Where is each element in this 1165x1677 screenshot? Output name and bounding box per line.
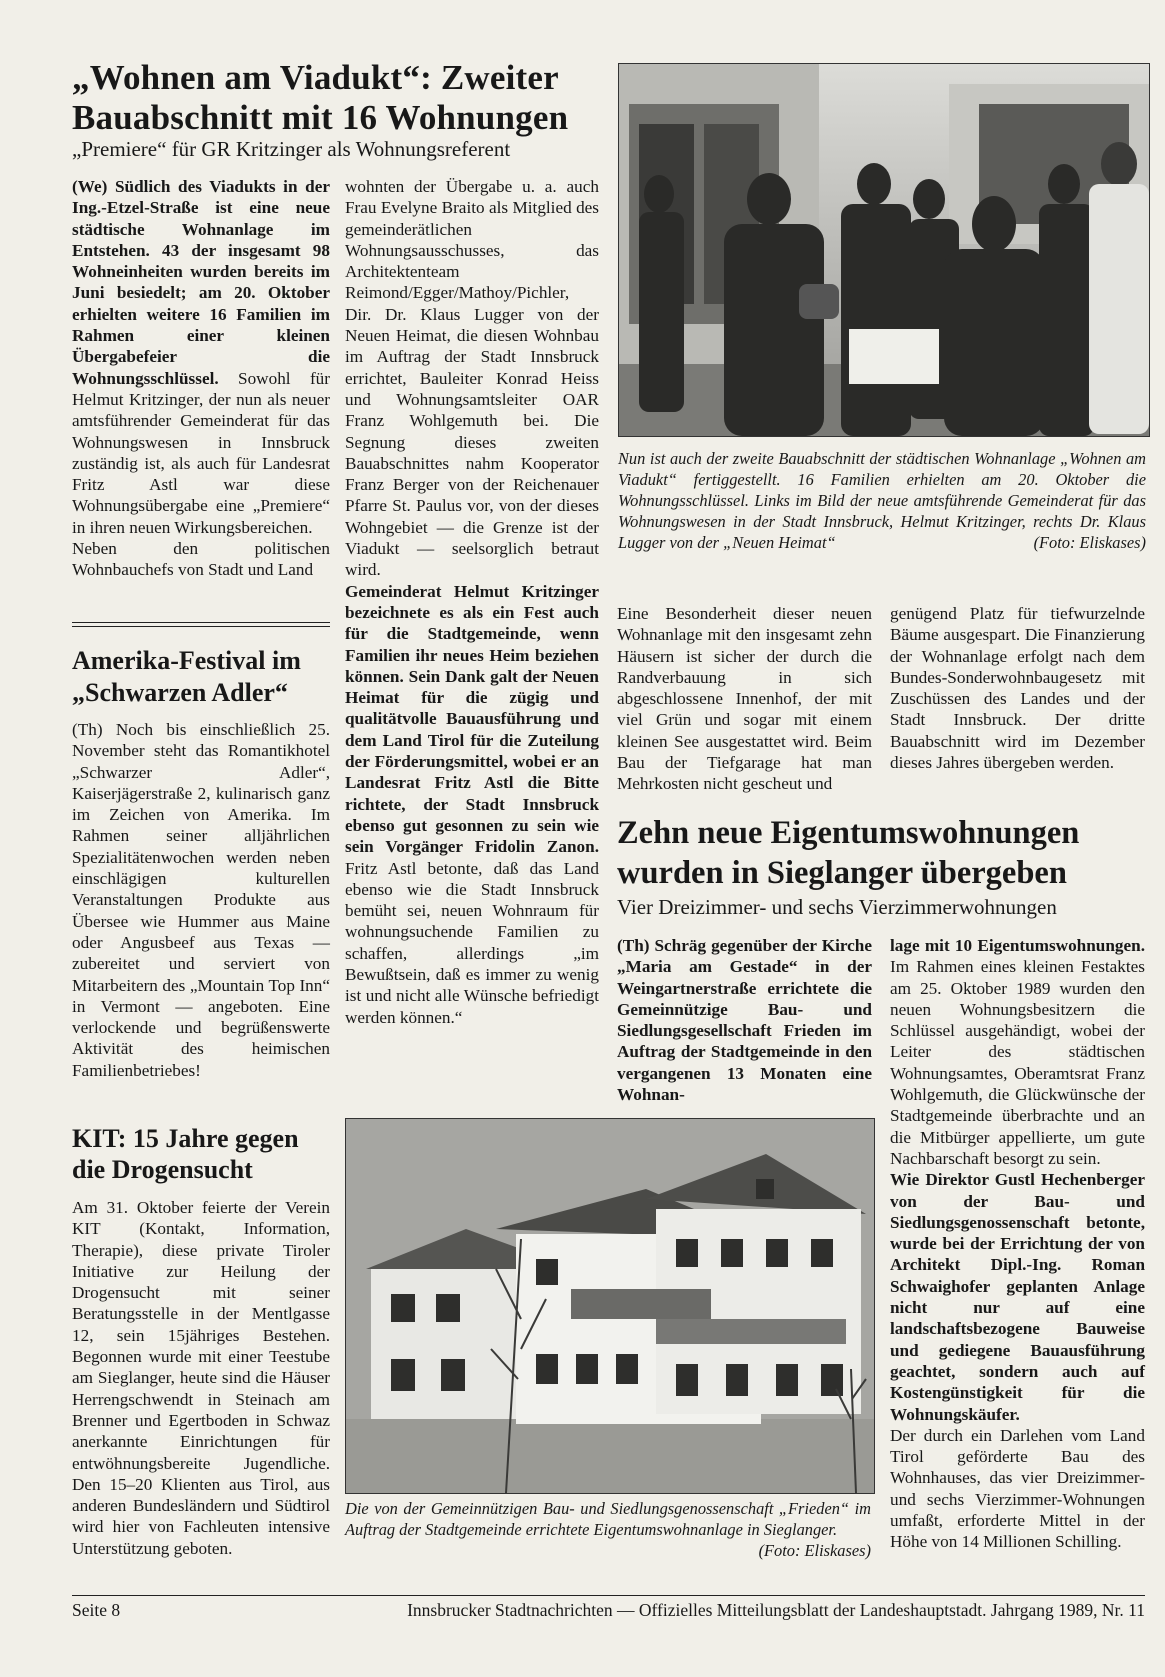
article4-headline-line1: Zehn neue Eigentumswohnungen xyxy=(617,815,1080,851)
article2-headline-line2: „Schwarzen Adler“ xyxy=(72,678,288,707)
article3-headline xyxy=(72,1123,332,1185)
article4-photo-caption-text: Die von der Gemeinnützigen Bau- und Siedlungsgenossenschaft „Frieden“ im Auftrag der Stadtgemeinde errichtete Eigentumswohnanlage in Sieglanger. xyxy=(345,1499,871,1539)
article1-col3: Eine Besonderheit dieser neuen Wohnanlage mit den insgesamt zehn Häusern ist sicher der durch die Randverbauung in sich abgeschlossene Innenhof, der mit viel Grün und sogar mit einem kleinen See ausgestattet wird. Beim Bau der Tiefgarage hat man Mehrkosten nicht gescheut und xyxy=(617,604,872,794)
article4-col2-bold: Wie Direktor Gustl Hechenberger von der Bau- und Siedlungsgenossenschaft betonte, wurde bei der Errichtung der von Architekt Dipl.-Ing. Roman Schwaighofer geplanten Anlage nicht nur auf eine landschaftsbezogene Bauweise und gediegene Bauausführung geachtet, sondern auch auf Kostengünstigkeit für die Wohnungskäufer. xyxy=(890,1170,1145,1424)
article1-photo-caption-text: Nun ist auch der zweite Bauabschnitt der städtischen Wohnanlage „Wohnen am Viadukt“ fertiggestellt. 16 Familien erhielten am 20. Oktober die Wohnungsschlüssel. Links im Bild der neue amtsführende Gemeinderat für das Wohnungswesen in der Stadt Innsbruck, Helmut Kritzinger, rechts Dr. Klaus Lugger von der „Neuen Heimat“ xyxy=(618,449,1146,552)
article1-col1-body2: Neben den politischen Wohnbauchefs von Stadt und Land xyxy=(72,539,330,580)
article1-col2-end: Fritz Astl betonte, daß das Land ebenso wie die Stadt Innsbruck bemüht sei, neuen Wohnraum für wohnungsuchende Familien zu schaffen, allerdings „im Bewußtsein, daß es immer zu wenig ist und nicht alle Wünsche befriedigt werden können.“ xyxy=(345,858,599,1027)
article1-col2-bold: Gemeinderat Helmut Kritzinger bezeichnete es als ein Fest auch für die Stadtgemeinde, wenn Familien ihr neues Heim beziehen können. Sein Dank galt der Neuen Heimat für die zügig und qualitätvolle Bauausführung und dem Land Tirol für die Zuteilung der Förderungsmittel, wobei er an Landesrat Fritz Astl die Bitte richtete, der Stadt Innsbruck ebenso gut gesonnen zu sein wie sein Vorgänger Fridolin Zanon. xyxy=(345,581,599,857)
footer-publication: Innsbrucker Stadtnachrichten — Offizielles Mitteilungsblatt der Landeshauptstadt. Jahrgang 1989, Nr. 11 xyxy=(407,1600,1145,1620)
article4-photo xyxy=(345,1118,875,1494)
article1-photo-caption xyxy=(618,448,1146,553)
article4-photo-credit: (Foto: Eliskases) xyxy=(758,1541,871,1560)
article4-photo-caption xyxy=(345,1498,871,1561)
article4-subhead: Vier Dreizimmer- und sechs Vierzimmerwohnungen xyxy=(617,895,1057,919)
article1-col1 xyxy=(72,176,330,581)
article3-headline-line1: KIT: 15 Jahre gegen xyxy=(72,1124,299,1153)
article3-body: Am 31. Oktober feierte der Verein KIT (Kontakt, Information, Therapie), diese private Tiroler Initiative zur Heilung der Drogensucht mit seiner Beratungsstelle in der Mentlgasse 12, sein 15jähriges Bestehen. Begonnen wurde mit einer Teestube am Sieglanger, heute sind die Häuser Herrengschwendt in Steinach am Brenner und Egertboden in Schwaz anerkannte Einrichtungen für entwöhnungsbereite Jugendliche. Den 15–20 Klienten aus Tirol, aus anderen Bundesländern und Südtirol wird hier von Fachleuten intensive Unterstützung geboten. xyxy=(72,1198,330,1558)
article1-col1-body: Sowohl für Helmut Kritzinger, der nun als neuer amtsführender Gemeinderat für das Wohnungswesen in Innsbruck zuständig ist, als auch für Landesrat Fritz Astl war diese Wohnungsübergabe eine „Premiere“ in ihren neuen Wirkungsbereichen. xyxy=(72,368,330,537)
footer-rule xyxy=(72,1595,1145,1596)
article4-headline xyxy=(617,813,1157,893)
handover-photo-illustration xyxy=(619,64,1149,436)
section-divider-top xyxy=(72,622,330,623)
article4-col1 xyxy=(617,935,872,1105)
article4-col2-lead: lage mit 10 Eigentumswohnungen. xyxy=(890,936,1145,955)
article2-headline xyxy=(72,645,332,709)
article4-col2-end: Der durch ein Darlehen vom Land Tirol geförderte Bau des Wohnhauses, das vier Dreizimmer- und sechs Vierzimmer-Wohnungen umfaßt, erforderte Mittel in der Höhe von 14 Millionen Schilling. xyxy=(890,1425,1145,1552)
article1-photo xyxy=(618,63,1150,437)
article1-headline xyxy=(72,58,612,138)
article2-headline-line1: Amerika-Festival im xyxy=(72,646,301,675)
article1-subhead: „Premiere“ für GR Kritzinger als Wohnungsreferent xyxy=(72,137,511,161)
article2-body: (Th) Noch bis einschließlich 25. November steht das Romantikhotel „Schwarzer Adler“, Kaiserjägerstraße 2, kulinarisch ganz im Zeichen von Amerika. Im Rahmen seiner alljährlichen Spezialitätenwochen werden neben einschlägigen kulturellen Veranstaltungen Produkte aus Übersee wie Hummer aus Maine oder Angusbeef aus Texas — zubereitet und serviert von Mitarbeitern des „Mountain Top Inn“ in Vermont — angeboten. Eine verlockende und begrüßenswerte Aktivität des heimischen Familienbetriebes! xyxy=(72,720,330,1080)
article4-headline-line2: wurden in Sieglanger übergeben xyxy=(617,855,1067,891)
article1-col2 xyxy=(345,176,599,1028)
article1-headline-line1: „Wohnen am Viadukt“: Zweiter xyxy=(72,58,559,97)
section-divider-bottom xyxy=(72,626,330,627)
article1-photo-credit: (Foto: Eliskases) xyxy=(1033,533,1146,552)
footer-page-number: Seite 8 xyxy=(72,1600,121,1620)
article1-col1-lead: (We) Südlich des Viadukts in der Ing.-Etzel-Straße ist eine neue städtische Wohnanlage im Entstehen. 43 der insgesamt 98 Wohneinheiten wurden bereits im Juni besiedelt; am 20. Oktober erhielten weitere 16 Familien im Rahmen einer kleinen Übergabefeier die Wohnungsschlüssel. xyxy=(72,177,330,388)
article3-headline-line2: die Drogensucht xyxy=(72,1155,253,1184)
article1-col4: genügend Platz für tiefwurzelnde Bäume ausgespart. Die Finanzierung der Wohnanlage erfolgt nach dem Bundes-Sonderwohnbaugesetz mit Zuschüssen des Landes und der Stadt Innsbruck. Der dritte Bauabschnitt wird im Dezember dieses Jahres übergeben werden. xyxy=(890,604,1145,773)
article4-col2 xyxy=(890,935,1145,1553)
article1-col2-body: wohnten der Übergabe u. a. auch Frau Evelyne Braito als Mitglied des gemeinderätlichen Wohnungsausschusses, das Architektenteam Reimond/Egger/Mathoy/Pichler, Dir. Dr. Klaus Lugger von der Neuen Heimat, die diesen Wohnbau im Auftrag der Stadt Innsbruck errichtet, Bauleiter Konrad Heiss und Wohnungsamtsleiter OAR Franz Wohlgemuth bei. Die Segnung dieses zweiten Bauabschnittes nahm Kooperator Franz Berger von der Reichenauer Pfarre St. Paulus vor, von der dieses Wohngebiet — die Grenze ist der Viadukt — seelsorglich betraut wird. xyxy=(345,177,599,580)
article1-headline-line2: Bauabschnitt mit 16 Wohnungen xyxy=(72,98,569,137)
apartment-building-illustration xyxy=(346,1119,874,1493)
article4-col1-lead: (Th) Schräg gegenüber der Kirche „Maria am Gestade“ in der Weingartnerstraße errichtete die Gemeinnützige Bau- und Siedlungsgesellschaft Frieden im Auftrag der Stadtgemeinde in den vergangenen 13 Monaten eine Wohnan- xyxy=(617,936,872,1105)
article4-col2-body: Im Rahmen eines kleinen Festaktes am 25. Oktober 1989 wurden den neuen Wohnungsbesitzern die Schlüssel ausgehändigt, wobei der Leiter des städtischen Wohnungsamtes, Oberamtsrat Franz Wohlgemuth, die Glückwünsche der Stadtgemeinde überbrachte und an die Mitbürger appellierte, um gute Nachbarschaft besorgt zu sein. xyxy=(890,957,1145,1168)
